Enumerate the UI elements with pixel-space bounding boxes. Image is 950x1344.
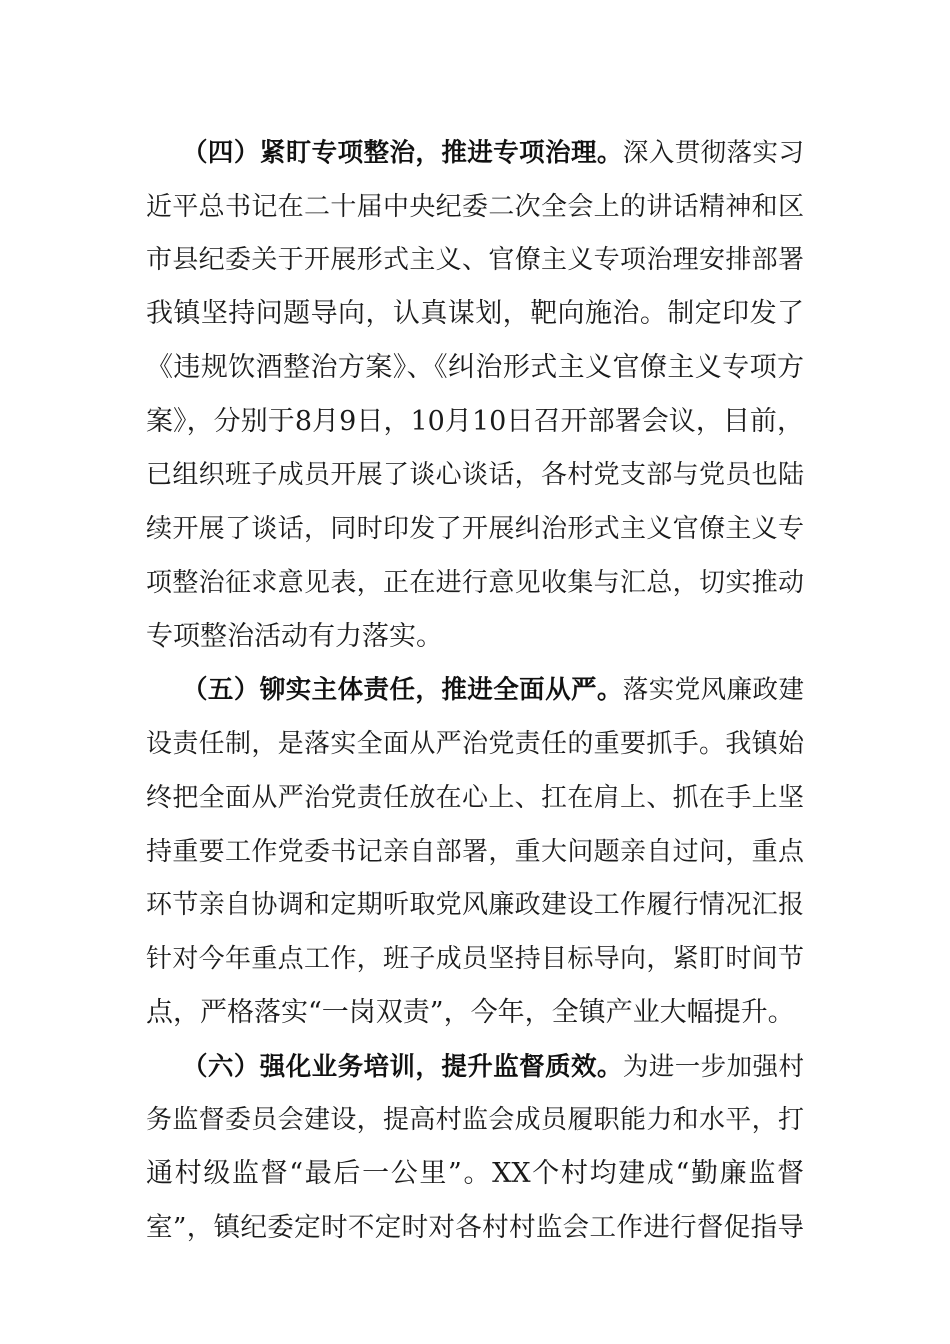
paragraph-6-text: 为进一步加强村 (622, 1052, 804, 1082)
paragraph-6-line-4: 室”，镇纪委定时不定时对各村村监会工作进行督促指导 (146, 1212, 804, 1243)
paragraph-5-line-7: 点，严格落实“一岗双责”，今年，全镇产业大幅提升。 (146, 997, 795, 1028)
paragraph-5-line-4: 持重要工作党委书记亲自部署，重大问题亲自过问，重点 (146, 837, 804, 867)
paragraph-5-line-5: 环节亲自协调和定期听取党风廉政建设工作履行情况汇报 (146, 890, 804, 920)
paragraph-5-line-6: 针对今年重点工作，班子成员坚持目标导向，紧盯时间节 (146, 944, 804, 974)
paragraph-4-line-7: 已组织班子成员开展了谈心谈话，各村党支部与党员也陆 (146, 460, 804, 490)
paragraph-6-line-1 (182, 1049, 804, 1085)
paragraph-4-line-4: 我镇坚持问题导向，认真谋划，靶向施治。制定印发了 (146, 298, 804, 329)
paragraph-6-line-2: 务监督委员会建设，提高村监会成员履职能力和水平，打 (146, 1105, 804, 1135)
paragraph-5-line-3: 终把全面从严治党责任放在心上、扛在肩上、抓在手上坚 (146, 783, 804, 813)
paragraph-5-line-2: 设责任制，是落实全面从严治党责任的重要抓手。我镇始 (146, 729, 804, 759)
paragraph-4-line-10: 专项整治活动有力落实。 (146, 621, 443, 652)
paragraph-4-line-8: 续开展了谈话，同时印发了开展纠治形式主义官僚主义专 (146, 514, 804, 544)
paragraph-4-heading: （四）紧盯专项整治，推进专项治理。 (182, 138, 623, 168)
paragraph-4-line-2: 近平总书记在二十届中央纪委二次全会上的讲话精神和区 (146, 192, 804, 222)
paragraph-5-heading: （五）铆实主体责任，推进全面从严。 (182, 675, 623, 705)
paragraph-6-heading: （六）强化业务培训，提升监督质效。 (182, 1052, 623, 1082)
paragraph-5-text: 落实党风廉政建 (622, 675, 804, 705)
paragraph-4-line-1 (182, 135, 804, 171)
paragraph-4-line-5: 《违规饮酒整治方案》、《纠治形式主义官僚主义专项方 (146, 352, 804, 383)
paragraph-4-line-6: 案》，分别于8月9日，10月10日召开部署会议，目前， (146, 406, 804, 437)
paragraph-4-text: 深入贯彻落实习 (622, 138, 804, 168)
paragraph-4-line-3: 市县纪委关于开展形式主义、官僚主义专项治理安排部署 (146, 245, 804, 275)
paragraph-4-line-9: 项整治征求意见表，正在进行意见收集与汇总，切实推动 (146, 568, 804, 598)
paragraph-5-line-1 (182, 672, 804, 708)
paragraph-6-line-3: 通村级监督“最后一公里”。XX个村均建成“勤廉监督 (146, 1158, 804, 1189)
